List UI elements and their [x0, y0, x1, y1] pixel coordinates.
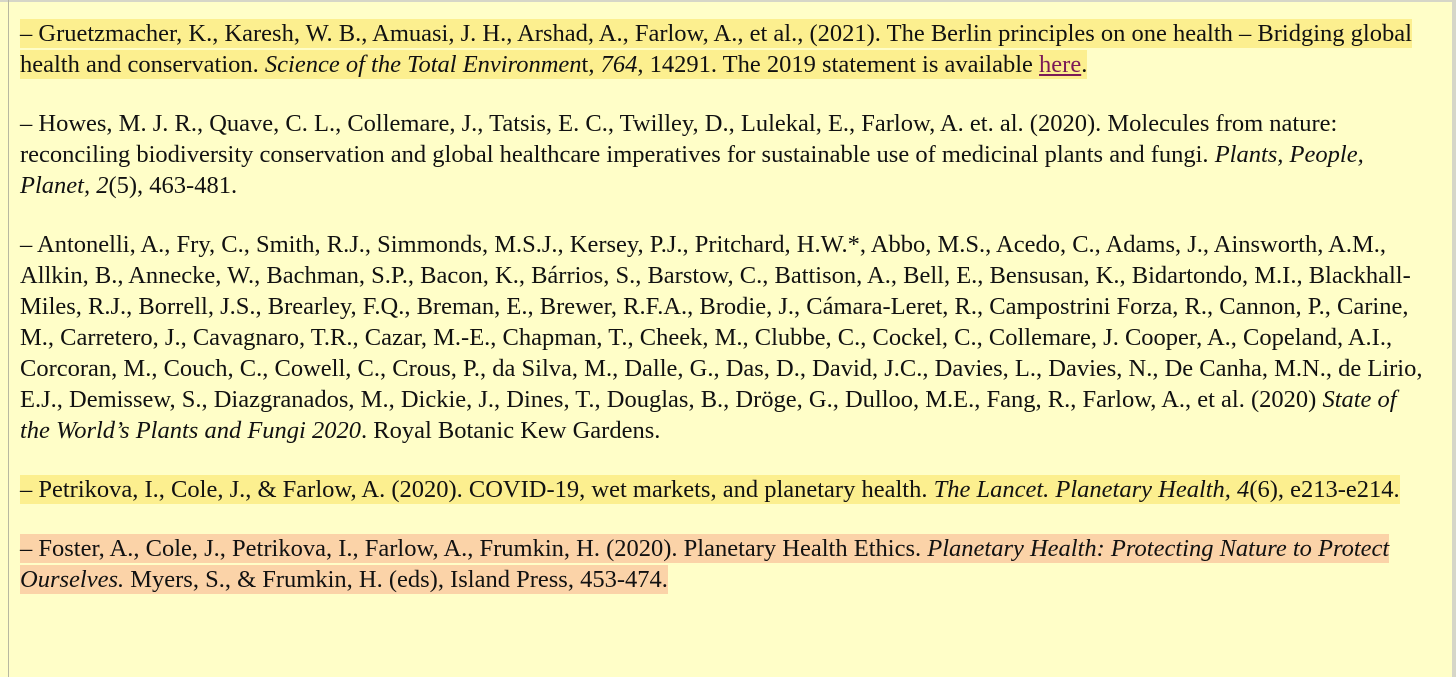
journal-title: Science of the Total Environmen — [264, 51, 582, 78]
reference-petrikova-2020 — [20, 474, 1430, 505]
reference-text: , 14291. The 2019 statement is available — [637, 51, 1040, 78]
reference-text: – Antonelli, A., Fry, C., Smith, R.J., Simmonds, M.S.J., Kersey, P.J., Pritchard, H.W.*, Abbo, M.S., Acedo, C., Adams, J., Ainsworth, A.M., Allkin, B., Annecke, W., Bachman, S.P., Bacon, K., Bárrios, S., Barstow, C., Battison, A., Bell, E., Bensusan, K., Bidartondo, M.I., Blackhall-Miles, R.J., Borrell, J.S., Brearley, F.Q., Breman, E., Brewer, R.F.A., Brodie, J., Cámara-Leret, R., Campostrini Forza, R., Cannon, P., Carine, M., Carretero, J., Cavagnaro, T.R., Cazar, M.-E., Chapman, T., Cheek, M., Clubbe, C., Cockel, C., Collemare, J. Cooper, A., Copeland, A.I., Corcoran, M., Couch, C., Cowell, C., Crous, P., da Silva, M., Dalle, G., Das, D., David, J.C., Davies, L., Davies, N., De Canha, M.N., de Lirio, E.J., Demissew, S., Diazgranados, M., Dickie, J., Dines, T., Douglas, B., Dröge, G., Dulloo, M.E., Fang, R., Farlow, A., et al. (2020) — [20, 231, 1423, 413]
volume-number: 764 — [600, 51, 638, 78]
reference-text: . Royal Botanic Kew Gardens. — [360, 417, 661, 444]
reference-foster-2020 — [20, 533, 1430, 595]
page-right-border — [1452, 0, 1456, 677]
reference-list — [20, 18, 1430, 623]
reference-text: Myers, S., & Frumkin, H. (eds), Island Press, 453-474. — [124, 566, 668, 593]
window-top-edge — [0, 0, 1456, 2]
reference-text: (6), e213-e214. — [1249, 476, 1400, 503]
reference-text: . — [1081, 51, 1088, 78]
reference-text: – Howes, M. J. R., Quave, C. L., Collemare, J., Tatsis, E. C., Twilley, D., Lulekal, E., Farlow, A. et. al. (2020). Molecules from nature: reconciling biodiversity conservation and global healthcare imperatives for sustainable use of medicinal plants and fungi. — [20, 110, 1338, 168]
journal-title: Plants, People, Planet, 2 — [20, 141, 1364, 199]
journal-title: The Lancet. Planetary Health, 4 — [933, 476, 1250, 503]
page-left-border — [8, 0, 9, 677]
report-title: State of the World’s Plants and Fungi 2020 — [20, 386, 1397, 444]
reference-text: – Petrikova, I., Cole, J., & Farlow, A. (2020). COVID-19, wet markets, and planetary health. — [20, 476, 934, 503]
reference-text: t, — [581, 51, 601, 78]
highlight-yellow — [20, 475, 1400, 504]
reference-howes-2020 — [20, 108, 1430, 201]
highlight-yellow — [20, 19, 1412, 79]
reference-gruetzmacher-2021 — [20, 18, 1430, 80]
statement-link[interactable]: here — [1039, 51, 1082, 78]
reference-antonelli-2020 — [20, 229, 1430, 446]
highlight-orange — [20, 534, 1389, 594]
book-title: Planetary Health: Protecting Nature to Protect Ourselves. — [20, 535, 1390, 593]
reference-text: – Foster, A., Cole, J., Petrikova, I., Farlow, A., Frumkin, H. (2020). Planetary Health Ethics. — [20, 535, 928, 562]
reference-text: – Gruetzmacher, K., Karesh, W. B., Amuasi, J. H., Arshad, A., Farlow, A., et al., (2021). The Berlin principles on one health – Bridging global health and conservation. — [20, 20, 1412, 78]
reference-text: (5), 463-481. — [108, 172, 238, 199]
